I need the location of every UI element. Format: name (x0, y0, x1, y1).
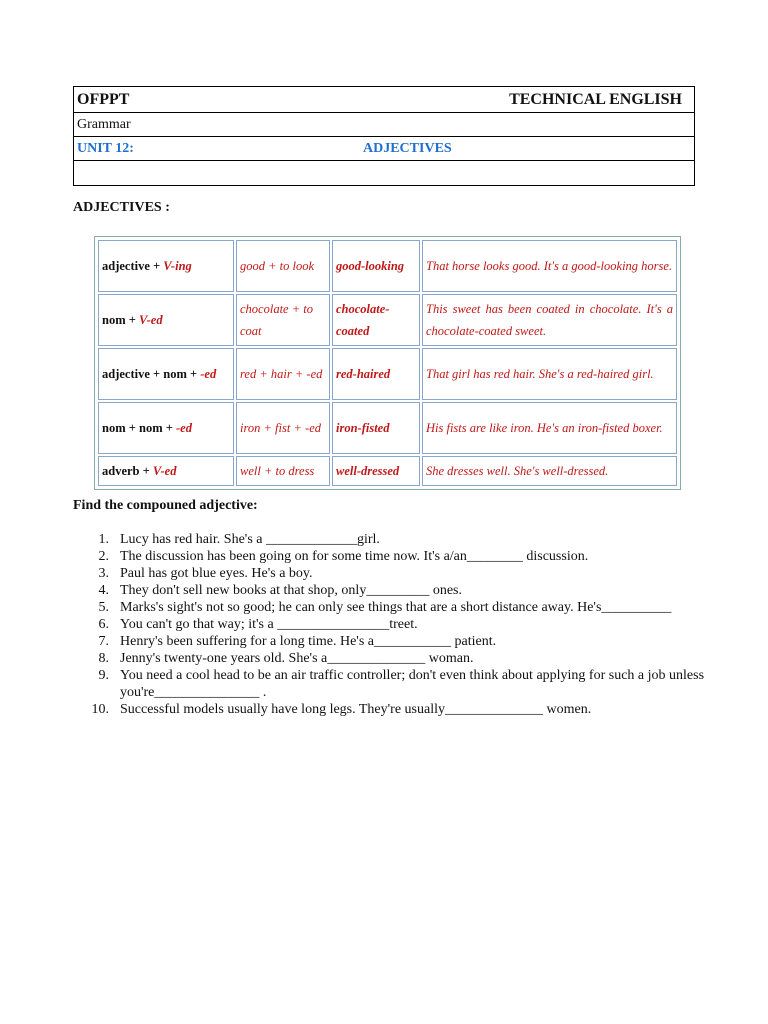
rule-sentence: She dresses well. She's well-dressed. (422, 456, 677, 486)
rule-pattern (98, 294, 234, 346)
rule-example: chocolate + to coat (236, 294, 330, 346)
exercise-number: 10. (91, 702, 109, 717)
rule-pattern (98, 348, 234, 400)
rule-suffix: V-ing (163, 259, 192, 273)
rules-table-frame (94, 236, 681, 490)
rules-table (96, 238, 679, 488)
rule-example: well + to dress (236, 456, 330, 486)
exercise-item (73, 616, 713, 633)
exercise-item (73, 633, 713, 650)
section-title: ADJECTIVES : (73, 200, 170, 215)
rule-base: adverb + (102, 464, 153, 478)
exercise-text: The discussion has been going on for some time now. It's a/an________ discussion. (120, 549, 589, 564)
unit-number: UNIT 12: (77, 141, 134, 156)
exercise-text: Henry's been suffering for a long time. He's a___________ patient. (120, 634, 497, 649)
exercise-number: 3. (98, 566, 109, 581)
org-name: OFPPT (77, 91, 130, 108)
rule-row (98, 240, 677, 292)
rule-suffix: -ed (175, 421, 192, 435)
rule-row (98, 402, 677, 454)
exercise-number: 4. (98, 583, 109, 598)
rule-compound: chocolate-coated (332, 294, 420, 346)
rule-base: adjective + (102, 259, 164, 273)
exercise-number: 7. (98, 634, 109, 649)
exercise-item (73, 531, 713, 548)
exercise-item (73, 701, 713, 718)
exercise-item (73, 650, 713, 667)
rule-base: nom + (102, 313, 139, 327)
unit-title: ADJECTIVES (363, 141, 452, 156)
rule-pattern (98, 402, 234, 454)
rule-base: nom + nom + (102, 421, 176, 435)
rule-example: good + to look (236, 240, 330, 292)
rule-sentence: That horse looks good. It's a good-looking horse. (422, 240, 677, 292)
rule-base: adjective + nom + (102, 367, 201, 381)
exercise-item (73, 599, 713, 616)
exercise-item (73, 667, 713, 701)
exercise-number: 8. (98, 651, 109, 666)
course-name: Grammar (77, 117, 131, 132)
exercise-number: 2. (98, 549, 109, 564)
exercise-list (73, 531, 713, 718)
exercise-item (73, 565, 713, 582)
rule-example: iron + fist + -ed (236, 402, 330, 454)
header-row-title (74, 87, 694, 113)
header-table (73, 86, 695, 186)
rule-row (98, 348, 677, 400)
exercise-item (73, 582, 713, 599)
rule-sentence: His fists are like iron. He's an iron-fisted boxer. (422, 402, 677, 454)
rule-sentence: That girl has red hair. She's a red-haired girl. (422, 348, 677, 400)
rule-pattern (98, 240, 234, 292)
exercise-text: They don't sell new books at that shop, only_________ ones. (120, 583, 462, 598)
rule-sentence: This sweet has been coated in chocolate. It's a chocolate-coated sweet. (422, 294, 677, 346)
rule-pattern (98, 456, 234, 486)
exercise-text: Marks's sight's not so good; he can only see things that are a short distance away. He's__________ (120, 600, 672, 615)
exercise-number: 6. (98, 617, 109, 632)
rule-compound: good-looking (332, 240, 420, 292)
exercise-number: 5. (98, 600, 109, 615)
exercise-title: Find the compouned adjective: (73, 498, 258, 513)
exercise-text: Successful models usually have long legs. They're usually______________ women. (120, 702, 592, 717)
header-row-unit (74, 137, 694, 161)
exercise-number: 9. (98, 668, 109, 683)
exercise-text: Paul has got blue eyes. He's a boy. (120, 566, 313, 581)
header-row-course (74, 113, 694, 137)
exercise-text: You need a cool head to be an air traffic controller; don't even think about applying for such a job unless you're_______________ . (120, 668, 705, 700)
exercise-item (73, 548, 713, 565)
rule-suffix: -ed (200, 367, 217, 381)
exercise-text: Jenny's twenty-one years old. She's a______________ woman. (120, 651, 474, 666)
rule-example: red + hair + -ed (236, 348, 330, 400)
header-row-empty (74, 161, 694, 185)
exercise-number: 1. (98, 532, 109, 547)
rule-compound: red-haired (332, 348, 420, 400)
subject-name: TECHNICAL ENGLISH (509, 91, 682, 108)
exercise-text: You can't go that way; it's a ________________treet. (120, 617, 418, 632)
rule-compound: well-dressed (332, 456, 420, 486)
exercise-text: Lucy has red hair. She's a _____________girl. (120, 532, 380, 547)
rule-row (98, 294, 677, 346)
rule-compound: iron-fisted (332, 402, 420, 454)
rule-suffix: V-ed (139, 313, 163, 327)
rule-row (98, 456, 677, 486)
rule-suffix: V-ed (152, 464, 177, 478)
